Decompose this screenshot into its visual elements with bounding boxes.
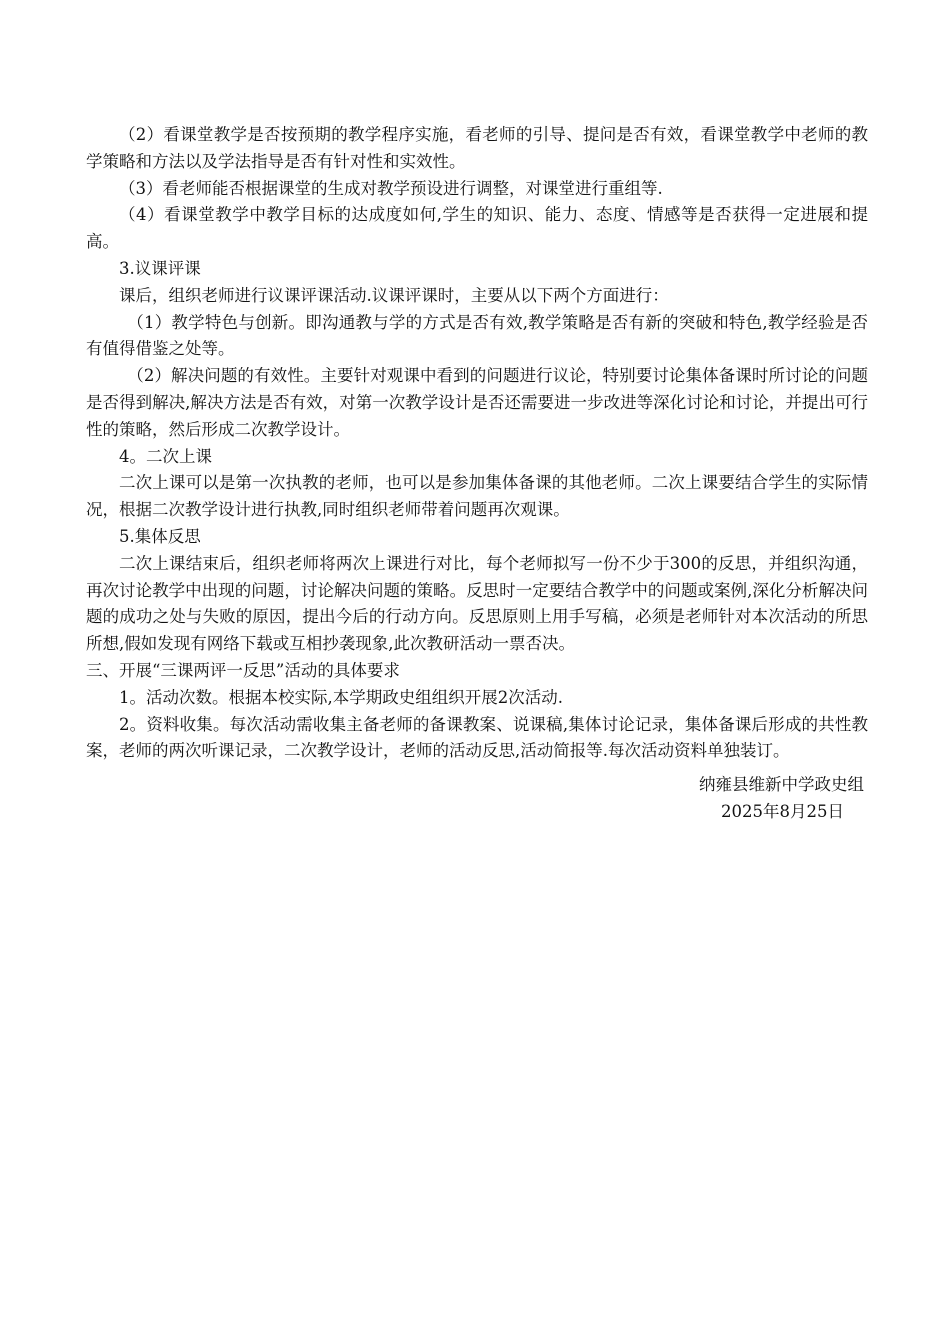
document-body (86, 122, 868, 765)
signature-date: 2025年8月25日 (721, 801, 844, 821)
paragraph-problem-solving: （2）解决问题的有效性。主要针对观课中看到的问题进行议论，特别要讨论集体备课时所讨论的问题是否得到解决,解决方法是否有效，对第一次教学设计是否还需要进一步改进等深化讨论和讨论，并提出可行性的策略，然后形成二次教学设计。 (86, 366, 868, 439)
section-heading-group-reflection: 5.集体反思 (119, 526, 201, 546)
paragraph-observe-goals: （4）看课堂教学中教学目标的达成度如何,学生的知识、能力、态度、情感等是否获得一定进展和提高。 (86, 205, 868, 252)
paragraph-group-reflection: 二次上课结束后，组织老师将两次上课进行对比，每个老师拟写一份不少于300的反思，并组织沟通，再次讨论教学中出现的问题，讨论解决问题的策略。反思时一定要结合教学中的问题或案例,深化分析解决问题的成功之处与失败的原因，提出今后的行动方向。反思原则上用手写稿，必须是老师针对本次活动的所思所想,假如发现有网络下载或互相抄袭现象,此次教研活动一票否决。 (86, 553, 868, 654)
paragraph-activity-count: 1。活动次数。根据本校实际,本学期政史组组织开展2次活动. (119, 687, 563, 707)
paragraph-teaching-features: （1）教学特色与创新。即沟通教与学的方式是否有效,教学策略是否有新的突破和特色,教学经验是否有值得借鉴之处等。 (86, 312, 868, 359)
paragraph-observe-adjustment: （3）看老师能否根据课堂的生成对教学预设进行调整，对课堂进行重组等. (119, 178, 663, 198)
section-heading-discuss-evaluate: 3.议课评课 (119, 258, 201, 278)
paragraph-discuss-intro: 课后，组织老师进行议课评课活动.议课评课时，主要从以下两个方面进行： (119, 285, 669, 305)
paragraph-observe-teaching-process: （2）看课堂教学是否按预期的教学程序实施，看老师的引导、提问是否有效，看课堂教学中老师的教学策略和方法以及学法指导是否有针对性和实效性。 (86, 125, 868, 171)
paragraph-material-collection: 2。资料收集。每次活动需收集主备老师的备课教案、说课稿,集体讨论记录，集体备课后形成的共性教案，老师的两次听课记录，二次教学设计，老师的活动反思,活动简报等.每次活动资料单独装订。 (86, 714, 868, 761)
section-heading-second-lesson: 4。二次上课 (119, 446, 212, 466)
section-heading-requirements: 三、开展“三课两评一反思”活动的具体要求 (86, 660, 400, 680)
paragraph-second-lesson: 二次上课可以是第一次执教的老师，也可以是参加集体备课的其他老师。二次上课要结合学生的实际情况，根据二次教学设计进行执教,同时组织老师带着问题再次观课。 (86, 473, 868, 520)
signature-organization: 纳雍县维新中学政史组 (699, 775, 864, 794)
